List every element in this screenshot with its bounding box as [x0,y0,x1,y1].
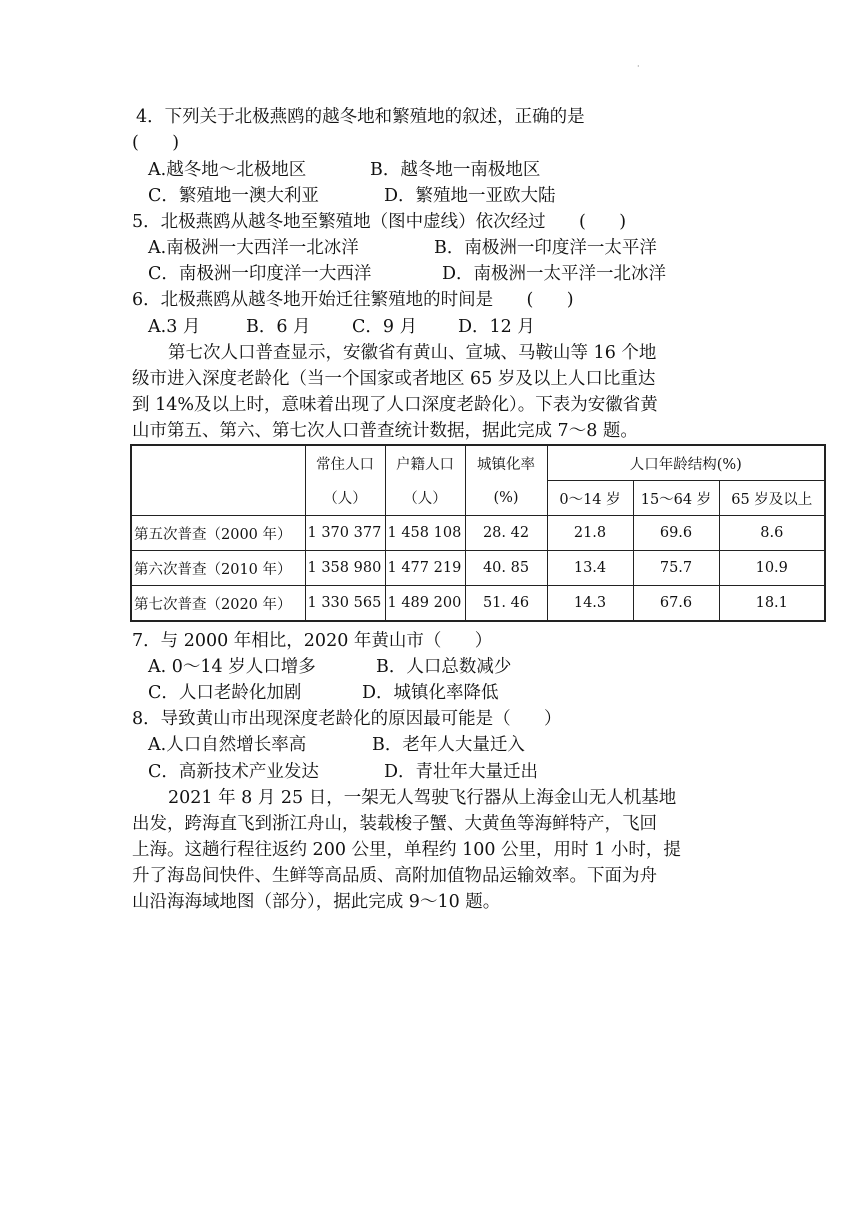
q7-option-c: C．人口老龄化加剧 [148,683,302,703]
q8-option-c: C．高新技术产业发达 [148,762,319,782]
passage2-line: 出发，跨海直飞到浙江舟山，装载梭子蟹、大黄鱼等海鲜特产，飞回 [132,814,657,834]
cell-resident: 1 358 980 [305,551,385,586]
q7-option-a: A. 0～14 岁人口增多 [148,657,316,677]
q4-paren: ( ) [132,133,180,153]
passage1-line: 到 14%及以上时，意味着出现了人口深度老龄化）。下表为安徽省黄 [132,395,658,415]
header-unit-urban: (%) [465,481,547,516]
q5-option-d: D．南极洲一太平洋一北冰洋 [442,264,667,284]
passage1-line: 山市第五、第六、第七次人口普查统计数据，据此完成 7～8 题。 [132,421,638,441]
header-unit-registered: （人） [385,481,465,516]
header-age-15-64: 15～64 岁 [633,481,719,516]
q4-option-a: A.越冬地～北极地区 [148,160,307,180]
cell-age3: 10.9 [719,551,825,586]
passage2-line: 上海。这趟行程往返约 200 公里，单程约 100 公里，用时 1 小时，提 [132,840,681,860]
passage2-line: 2021 年 8 月 25 日，一架无人驾驶飞行器从上海金山无人机基地 [168,788,677,808]
table-corner-cell [131,445,305,516]
cell-age3: 18.1 [719,586,825,622]
q4-option-b: B．越冬地一南极地区 [370,160,541,180]
header-resident: 常住人口 [305,445,385,481]
cell-urban: 28. 42 [465,516,547,551]
header-age-65-plus: 65 岁及以上 [719,481,825,516]
q5-option-a: A.南极洲一大西洋一北冰洋 [148,238,359,258]
cell-age2: 69.6 [633,516,719,551]
cell-resident: 1 330 565 [305,586,385,622]
q6-stem: 6．北极燕鸥从越冬地开始迁往繁殖地的时间是 ( ) [132,290,574,310]
cell-registered: 1 489 200 [385,586,465,622]
census-table [130,444,826,622]
table-row [131,586,825,622]
passage2-line: 山沿海海域地图（部分），据此完成 9～10 题。 [132,892,501,912]
q5-option-c: C．南极洲一印度洋一大西洋 [148,264,372,284]
header-urbanization: 城镇化率 [465,445,547,481]
passage1-line: 第七次人口普查显示，安徽省有黄山、宣城、马鞍山等 16 个地 [168,343,657,363]
cell-age1: 14.3 [547,586,633,622]
row-label: 第五次普查（2000 年） [131,516,305,551]
cell-resident: 1 370 377 [305,516,385,551]
q6-option-a: A.3 月 [148,317,201,337]
cell-age3: 8.6 [719,516,825,551]
header-unit-resident: （人） [305,481,385,516]
cell-registered: 1 477 219 [385,551,465,586]
q6-option-c: C．9 月 [352,317,418,337]
q7-stem: 7．与 2000 年相比，2020 年黄山市（ ） [132,631,493,651]
passage2-line: 升了海岛间快件、生鲜等高品质、高附加值物品运输效率。下面为舟 [132,866,657,886]
cell-age2: 67.6 [633,586,719,622]
page-dot: · [637,62,640,71]
q6-option-b: B．6 月 [246,317,311,337]
cell-registered: 1 458 108 [385,516,465,551]
table-row [131,516,825,551]
header-age-0-14: 0～14 岁 [547,481,633,516]
cell-age1: 13.4 [547,551,633,586]
cell-age2: 75.7 [633,551,719,586]
q4-stem: 4．下列关于北极燕鸥的越冬地和繁殖地的叙述，正确的是 [136,107,585,127]
cell-urban: 40. 85 [465,551,547,586]
passage1-line: 级市进入深度老龄化（当一个国家或者地区 65 岁及以上人口比重达 [132,369,656,389]
q8-option-d: D．青壮年大量迁出 [384,762,539,782]
q8-stem: 8．导致黄山市出现深度老龄化的原因最可能是（ ） [132,709,562,729]
q4-option-c: C．繁殖地一澳大利亚 [148,186,319,206]
q5-option-b: B．南极洲一印度洋一太平洋 [434,238,657,258]
table-row [131,551,825,586]
row-label: 第七次普查（2020 年） [131,586,305,622]
cell-urban: 51. 46 [465,586,547,622]
header-registered: 户籍人口 [385,445,465,481]
cell-age1: 21.8 [547,516,633,551]
q8-option-b: B．老年人大量迁入 [372,735,525,755]
header-age-structure: 人口年龄结构(%) [547,445,825,481]
row-label: 第六次普查（2010 年） [131,551,305,586]
q5-stem: 5．北极燕鸥从越冬地至繁殖地（图中虚线）依次经过 ( ) [132,212,627,232]
q7-option-d: D．城镇化率降低 [362,683,499,703]
q4-option-d: D．繁殖地一亚欧大陆 [384,186,556,206]
q7-option-b: B．人口总数减少 [376,657,512,677]
q8-option-a: A.人口自然增长率高 [148,735,307,755]
q6-option-d: D．12 月 [458,317,535,337]
